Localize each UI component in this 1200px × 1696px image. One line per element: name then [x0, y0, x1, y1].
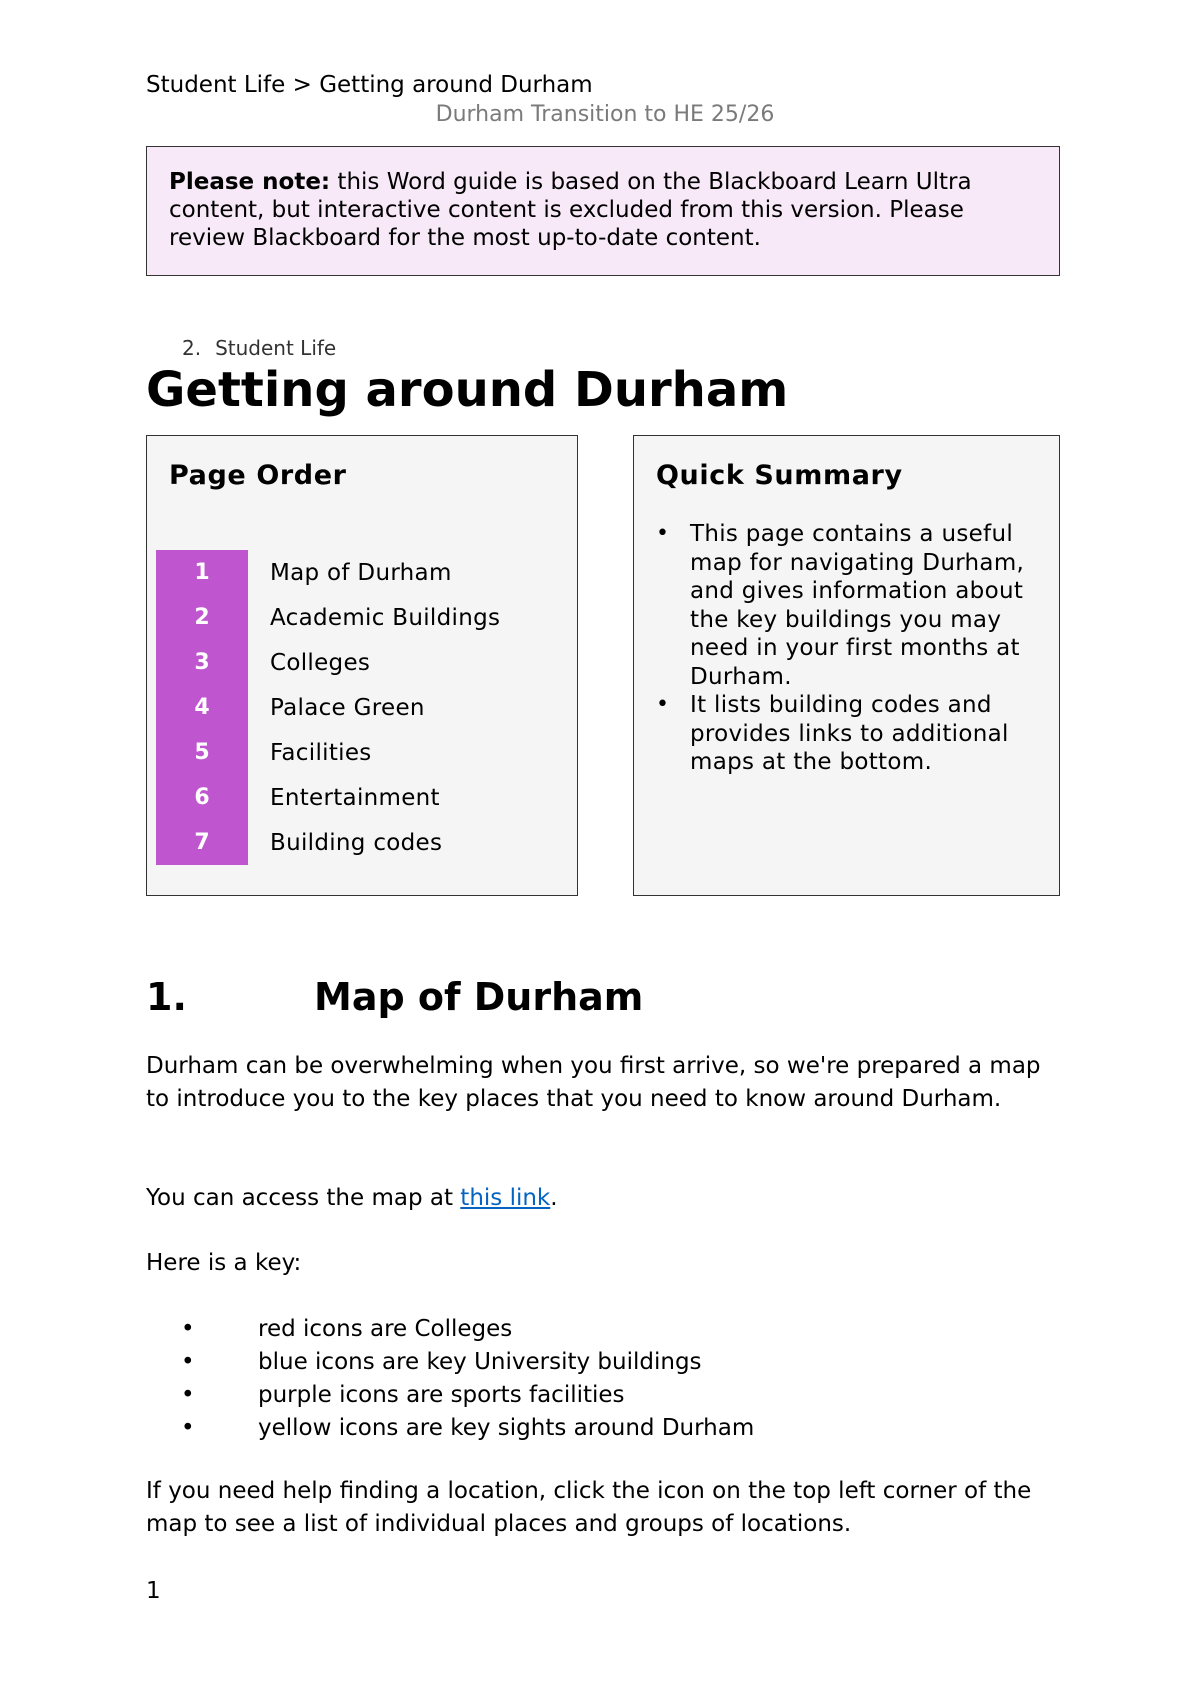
order-label: Building codes — [270, 829, 443, 856]
page-order-item[interactable] — [156, 595, 556, 640]
page-order-item[interactable] — [156, 640, 556, 685]
breadcrumb-number: 2. — [182, 336, 202, 360]
key-item: • yellow icons are key sights around Durham — [146, 1412, 754, 1445]
page-order-item[interactable] — [156, 775, 556, 820]
breadcrumb — [182, 336, 336, 360]
section-title: Map of Durham — [314, 975, 644, 1019]
order-number: 1 — [156, 550, 248, 595]
note-box — [146, 146, 1060, 276]
access-prefix: You can access the map at — [146, 1185, 461, 1211]
quick-summary-title: Quick Summary — [656, 460, 903, 491]
page-order-item[interactable] — [156, 550, 556, 595]
page-title: Getting around Durham — [146, 362, 789, 418]
key-list — [146, 1313, 754, 1445]
page-number: 1 — [146, 1578, 161, 1604]
order-number: 6 — [156, 775, 248, 820]
quick-summary-panel — [633, 435, 1060, 896]
page-order-panel — [146, 435, 578, 896]
order-label: Entertainment — [270, 784, 440, 811]
access-suffix: . — [550, 1185, 558, 1211]
order-label: Map of Durham — [270, 559, 452, 586]
order-number: 7 — [156, 820, 248, 865]
map-link[interactable]: this link — [460, 1185, 551, 1211]
page-order-title: Page Order — [169, 460, 347, 491]
note-label: Please note: — [169, 169, 331, 195]
header-path: Student Life > Getting around Durham — [146, 72, 593, 98]
order-number: 4 — [156, 685, 248, 730]
page-order-item[interactable] — [156, 685, 556, 730]
header-subtitle: Durham Transition to HE 25/26 — [435, 102, 775, 127]
order-label: Colleges — [270, 649, 371, 676]
order-number: 3 — [156, 640, 248, 685]
intro-paragraph: Durham can be overwhelming when you first arrive, so we're prepared a map to introduce you to the key places that you need to know around Durham. — [146, 1053, 1041, 1112]
breadcrumb-label: Student Life — [215, 336, 337, 360]
key-item: • purple icons are sports facilities — [146, 1379, 754, 1412]
page-order-item[interactable] — [156, 820, 556, 865]
page-order-item[interactable] — [156, 730, 556, 775]
key-intro: Here is a key: — [146, 1250, 302, 1276]
summary-item: • It lists building codes and provides links to additional maps at the bottom. — [654, 691, 1034, 777]
order-label: Palace Green — [270, 694, 425, 721]
order-label: Academic Buildings — [270, 604, 501, 631]
summary-item: • This page contains a useful map for navigating Durham, and gives information about the key buildings you may need in your first months at Durham. — [654, 520, 1034, 691]
note-text: this Word guide is based on the Blackboard Learn Ultra content, but interactive content is excluded from this version. Please review Blackboard for the most up-to-date content. — [169, 169, 972, 251]
key-item: • blue icons are key University buildings — [146, 1346, 754, 1379]
quick-summary-list — [654, 520, 1034, 777]
page-order-list — [156, 550, 556, 865]
order-number: 2 — [156, 595, 248, 640]
section-number: 1. — [146, 975, 187, 1019]
section-heading — [146, 972, 643, 1022]
key-item: • red icons are Colleges — [146, 1313, 754, 1346]
access-paragraph — [146, 1182, 1066, 1215]
order-label: Facilities — [270, 739, 372, 766]
order-number: 5 — [156, 730, 248, 775]
help-paragraph: If you need help finding a location, click the icon on the top left corner of the map to see a list of individual places and groups of locations. — [146, 1478, 1032, 1537]
